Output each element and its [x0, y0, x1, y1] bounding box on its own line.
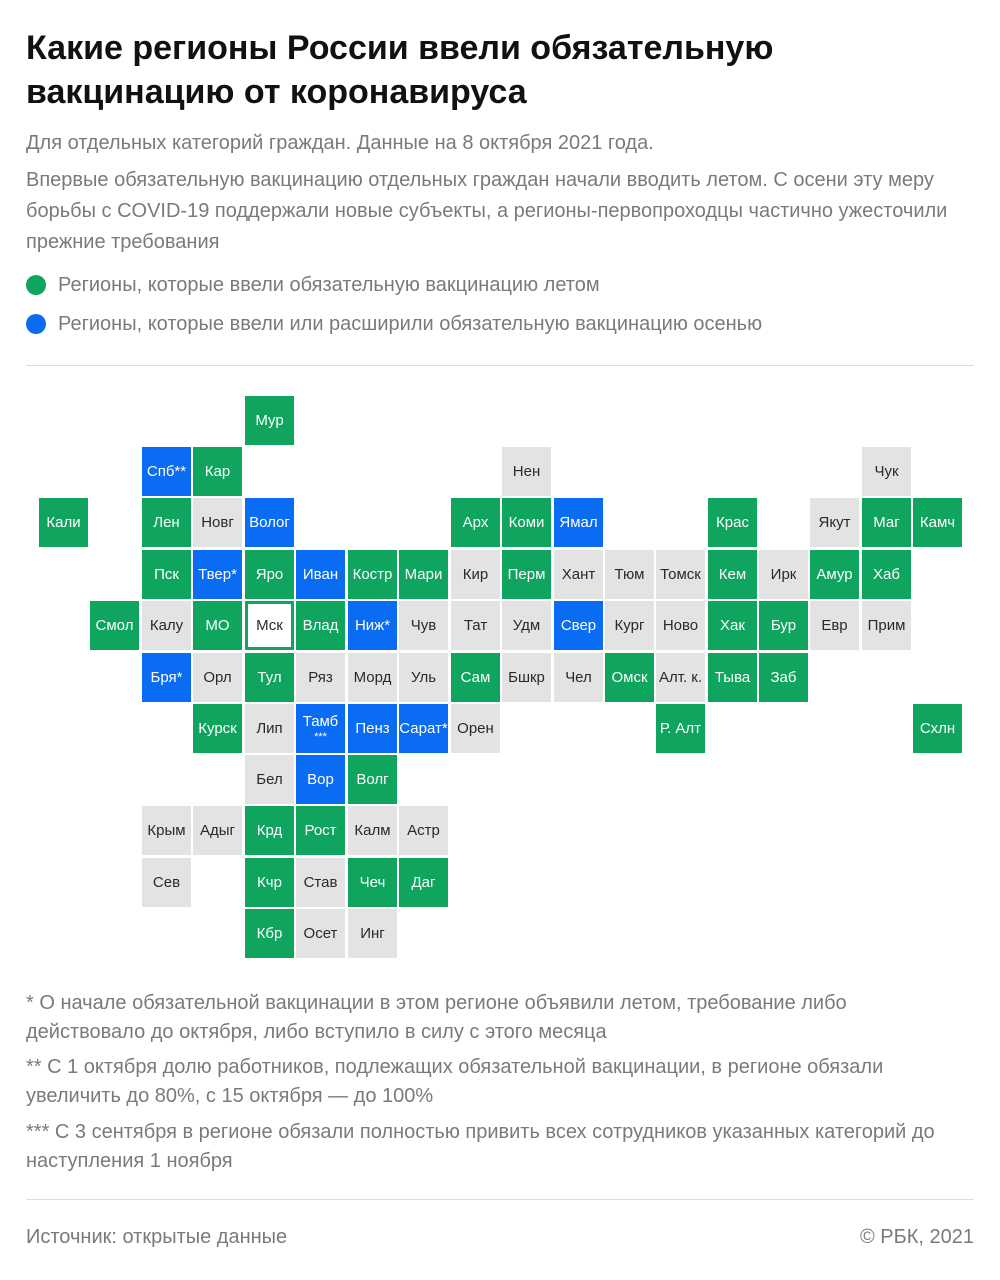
region-label: Алт. к.	[658, 668, 703, 686]
region-tile	[142, 601, 191, 650]
region-tile	[810, 498, 859, 547]
chart-title: Какие регионы России ввели обязательную вакцинацию от коронавируса	[26, 29, 774, 111]
region-tile	[193, 550, 242, 599]
region-tile	[451, 498, 500, 547]
region-tile	[451, 601, 500, 650]
region-tile	[296, 653, 345, 702]
region-label: Крд	[256, 821, 283, 839]
region-tile	[142, 806, 191, 855]
region-label: Кали	[46, 513, 81, 531]
source-text: Источник: открытые данные	[26, 1226, 288, 1248]
region-label: Смол	[95, 616, 134, 634]
legend-item-autumn	[26, 310, 762, 338]
legend-dot-autumn	[26, 314, 46, 334]
region-tile	[399, 653, 448, 702]
region-label: Заб	[770, 668, 797, 686]
divider-top	[26, 365, 974, 366]
region-tile	[451, 550, 500, 599]
region-label: Ново	[662, 616, 699, 634]
region-tile	[810, 601, 859, 650]
region-tile	[142, 653, 191, 702]
region-label: Свер	[560, 616, 597, 634]
region-tile	[348, 755, 397, 804]
region-label: Лип	[256, 719, 283, 737]
subtitle: Для отдельных категорий граждан. Данные на 8 октября 2021 года.	[26, 132, 654, 154]
region-label: Морд	[353, 668, 392, 686]
region-tile	[605, 550, 654, 599]
region-tile	[399, 858, 448, 907]
region-tile	[554, 601, 603, 650]
region-tile	[296, 550, 345, 599]
region-tile	[451, 653, 500, 702]
region-label: Чув	[410, 616, 437, 634]
region-tile	[451, 704, 500, 753]
region-tile	[245, 704, 294, 753]
region-label: Волг	[356, 770, 389, 788]
region-label: Томск	[660, 565, 701, 583]
region-tile	[708, 498, 757, 547]
region-label: Орен	[457, 719, 494, 737]
region-tile	[245, 806, 294, 855]
region-tile	[656, 704, 705, 753]
region-label: Крас	[716, 513, 749, 531]
region-label: Нен	[512, 462, 541, 480]
region-tile	[193, 653, 242, 702]
legend-label-autumn: Регионы, которые ввели или расширили обязательную вакцинацию осенью	[58, 312, 763, 335]
region-label: Даг	[411, 873, 436, 891]
region-tile	[759, 550, 808, 599]
region-label: Мари	[404, 565, 443, 583]
region-label: Тюм	[614, 565, 645, 583]
region-tile	[399, 704, 448, 753]
region-label: Сарат*	[399, 719, 448, 737]
region-label: Омск	[611, 668, 648, 686]
region-tile	[759, 653, 808, 702]
legend-item-summer	[26, 271, 600, 299]
region-tile	[399, 806, 448, 855]
region-tile	[862, 498, 911, 547]
region-tile	[502, 601, 551, 650]
region-label: Евр	[821, 616, 848, 634]
region-label: Р. Алт	[659, 719, 702, 737]
region-label: Бшкр	[508, 668, 545, 686]
region-tile	[656, 550, 705, 599]
region-tile	[142, 858, 191, 907]
divider-bottom	[26, 1199, 974, 1200]
region-tile	[759, 601, 808, 650]
region-label: Адыг	[199, 821, 235, 839]
region-tile	[348, 601, 397, 650]
region-tile	[296, 806, 345, 855]
region-label: Сам	[460, 668, 491, 686]
region-tile	[296, 601, 345, 650]
region-tile	[245, 755, 294, 804]
region-label: Вор	[307, 770, 334, 788]
region-tile	[348, 653, 397, 702]
region-label: Пск	[154, 565, 179, 583]
region-tile	[913, 498, 962, 547]
region-label: Чеч	[359, 873, 386, 891]
region-label: Схлн	[919, 719, 956, 737]
region-label: Ряз	[308, 668, 333, 686]
footnote-3: *** С 3 сентября в регионе обязали полностью привить всех сотрудников указанных категорий до наступления 1 ноября	[26, 1121, 935, 1172]
region-tile	[245, 550, 294, 599]
region-tile	[296, 909, 345, 958]
region-tile	[656, 653, 705, 702]
region-tile	[862, 447, 911, 496]
region-label: Тамб	[302, 713, 339, 730]
region-label: Орл	[203, 668, 232, 686]
region-label: Тат	[463, 616, 488, 634]
footnote-2: ** С 1 октября долю работников, подлежащих обязательной вакцинации, в регионе обязали увеличить до 80%, с 15 октября — до 100%	[26, 1056, 884, 1107]
region-label: Бел	[256, 770, 283, 788]
region-tile	[348, 858, 397, 907]
region-tile	[245, 498, 294, 547]
region-label: Рост	[304, 821, 337, 839]
region-tile	[142, 498, 191, 547]
region-label: Камч	[919, 513, 956, 531]
region-tile	[708, 550, 757, 599]
region-tile	[913, 704, 962, 753]
region-tile	[39, 498, 88, 547]
region-tile	[810, 550, 859, 599]
region-label: Коми	[508, 513, 545, 531]
region-label: Спб**	[146, 462, 187, 480]
region-label: Твер*	[198, 565, 237, 583]
legend-label-summer: Регионы, которые ввели обязательную вакцинацию летом	[58, 273, 600, 296]
region-tile	[554, 498, 603, 547]
region-label: Калу	[149, 616, 184, 634]
region-label: Инг	[360, 924, 385, 942]
region-label: Уль	[410, 668, 437, 686]
region-label: Иван	[302, 565, 339, 583]
region-tile	[193, 704, 242, 753]
region-tile	[605, 653, 654, 702]
region-label: Костр	[352, 565, 393, 583]
region-label: Арх	[462, 513, 489, 531]
region-tile	[862, 601, 911, 650]
region-tile	[502, 653, 551, 702]
region-label: Бур	[770, 616, 797, 634]
region-label: Кург	[614, 616, 645, 634]
region-tile	[245, 858, 294, 907]
region-label: Кчр	[257, 873, 282, 891]
region-tile	[193, 806, 242, 855]
region-tile	[502, 550, 551, 599]
region-tile	[348, 704, 397, 753]
region-tile	[245, 653, 294, 702]
region-label: Кир	[462, 565, 489, 583]
region-tile	[708, 601, 757, 650]
region-tile	[142, 447, 191, 496]
region-label: Калм	[354, 821, 391, 839]
region-label: Новг	[201, 513, 234, 531]
region-label: Хак	[720, 616, 745, 634]
region-tile	[554, 653, 603, 702]
region-label: Хаб	[873, 565, 900, 583]
region-tile	[656, 601, 705, 650]
region-tile	[296, 858, 345, 907]
region-label: Тыва	[714, 668, 751, 686]
region-label: Кбр	[256, 924, 283, 942]
region-tile	[193, 601, 242, 650]
region-label: Мур	[255, 411, 284, 429]
region-tile	[296, 704, 345, 753]
region-label: Кар	[204, 462, 231, 480]
region-label: Сев	[152, 873, 181, 891]
region-label: Перм	[507, 565, 546, 583]
description: Впервые обязательную вакцинацию отдельных граждан начали вводить летом. С осени эту меру борьбы с COVID-19 поддержали новые субъекты, а регионы-первопроходцы частично ужесточили прежние требования	[26, 169, 948, 253]
region-tile	[193, 498, 242, 547]
region-label: Бря*	[150, 668, 183, 686]
region-label: Чел	[565, 668, 592, 686]
region-tile	[245, 909, 294, 958]
region-label: Ямал	[559, 513, 598, 531]
region-label: Хант	[561, 565, 596, 583]
region-tile	[862, 550, 911, 599]
region-tile	[245, 601, 294, 650]
region-label: Курск	[198, 719, 237, 737]
region-label: Пенз	[355, 719, 390, 737]
region-tile	[399, 601, 448, 650]
region-tile	[605, 601, 654, 650]
region-label: Влад	[302, 616, 339, 634]
region-label: Прим	[867, 616, 906, 634]
footer	[26, 1226, 974, 1256]
region-label: Амур	[816, 565, 853, 583]
footnote-1: * О начале обязательной вакцинации в этом регионе объявили летом, требование либо действовало до октября, либо вступило в силу с этого месяца	[26, 992, 847, 1043]
legend-dot-summer	[26, 275, 46, 295]
region-label: Мск	[256, 616, 283, 634]
region-label: Маг	[873, 513, 900, 531]
region-footnote-mark: ***	[314, 731, 327, 743]
region-tile	[193, 447, 242, 496]
region-label: Лен	[153, 513, 180, 531]
region-label: Кем	[718, 565, 747, 583]
region-tile	[554, 550, 603, 599]
region-tile	[296, 755, 345, 804]
region-label: Чук	[874, 462, 899, 480]
region-tile	[245, 396, 294, 445]
region-tile	[348, 909, 397, 958]
region-tile	[502, 498, 551, 547]
region-label: Осет	[303, 924, 338, 942]
region-label: Якут	[818, 513, 851, 531]
region-label: Крым	[147, 821, 186, 839]
region-tile	[399, 550, 448, 599]
region-label: Ирк	[770, 565, 797, 583]
region-tile	[502, 447, 551, 496]
region-tile	[90, 601, 139, 650]
region-tile	[708, 653, 757, 702]
region-label: Астр	[407, 821, 440, 839]
region-label: МО	[205, 616, 230, 634]
region-label: Яро	[255, 565, 284, 583]
region-label: Тул	[257, 668, 282, 686]
region-tile	[142, 550, 191, 599]
region-label: Удм	[512, 616, 541, 634]
region-tile	[348, 550, 397, 599]
region-label: Став	[303, 873, 338, 891]
region-label: Волог	[249, 513, 290, 531]
copyright-text: © РБК, 2021	[859, 1226, 974, 1248]
region-tile	[348, 806, 397, 855]
region-label: Ниж*	[354, 616, 391, 634]
